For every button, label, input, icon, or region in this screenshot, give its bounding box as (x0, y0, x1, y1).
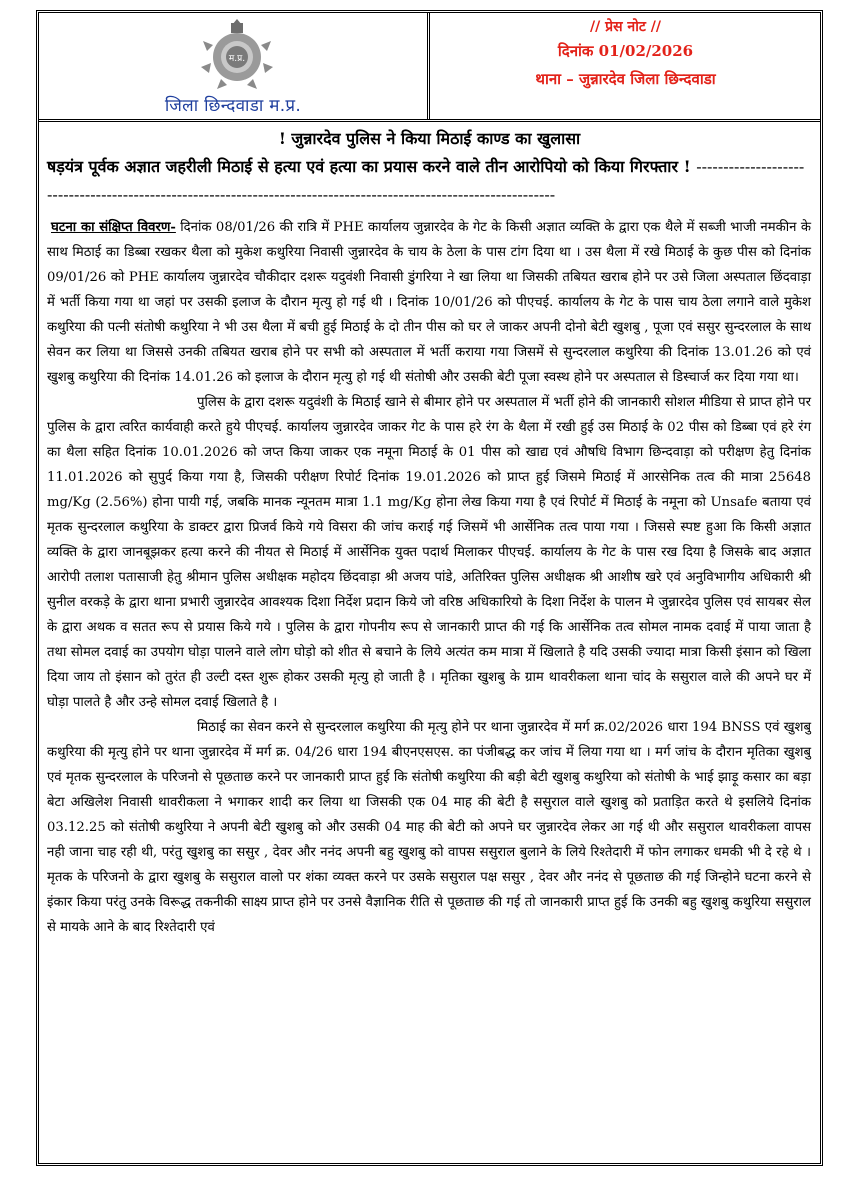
press-note-station: थाना – जुन्नारदेव जिला छिन्दवाडा (535, 70, 716, 88)
press-note-frame (36, 10, 823, 1166)
emblem-text: म.प्र. (228, 54, 246, 64)
headline-primary: ! जुन्नारदेव पुलिस ने किया मिठाई काण्ड का खुलासा (278, 129, 581, 148)
logo-cell (39, 13, 427, 119)
press-note-header (39, 13, 820, 122)
paragraph-3: मिठाई का सेवन करने से सुन्दरलाल कथुरिया की मृत्यु होने पर थाना जुन्नारदेव में मर्ग क्र.02/2026 धारा 194 BNSS एवं खुशबु कथुरिया की मृत्यु होने पर थाना जुन्नारदेव में मर्ग क्र. 04/26 धारा 194 बीएनएसएस. का पंजीबद्ध कर जांच में लिया गया था । मर्ग जांच के दौरान मृतिका खुशबु एवं मृतक सुन्दरलाल के परिजनो से पूछताछ करने पर जानकारी प्राप्त हुई कि संतोषी कथुरिया की बड़ी बेटी खुशबु कथुरिया को संतोषी के भाई झाड़ू कसार का बड़ा बेटा अखिलेश निवासी थावरीकला ने भगाकर शादी कर लिया था जिसकी एक 04 माह की बेटी है ससुराल वाले खुशबु को प्रताड़ित करते थे इसलिये दिनांक 03.12.25 को संतोषी कथुरिया ने अपनी बेटी खुशबु को और उसकी 04 माह की बेटी को अपने घर जुन्नारदेव लेकर आ गई थी और ससुराल थावरीकला वापस नही जाना चाह रही थी, परंतु खुशबु का ससुर , देवर और ननंद अपनी बहु खुशबु को वापस ससुराल बुलाने के लिये रिश्तेदारी में फोन लगाकर धमकी भी दे रहे थे । मृतक के परिजनो के द्वारा खुशबु के ससुराल वालो पर शंका व्यक्त करने पर उसके ससुराल पक्ष ससुर , देवर और ननंद से पूछताछ की गई जिन्होने घटना करने से इंकार किया परंतु उनके विरूद्ध तकनीकी साक्ष्य प्राप्त होने पर उनसे वैज्ञानिक रीति से पूछताछ की गई तो जानकारी प्राप्त हुई कि उनकी बहु खुशबु कथुरिया ससुराल से मायके आने के बाद रिश्तेदारी एवं (47, 720, 811, 935)
press-note-info (431, 13, 820, 119)
press-note-date: दिनांक 01/02/2026 (557, 42, 694, 60)
headline-dashes: ------------------------------------------------------------------------------------------------------------------ (47, 157, 805, 204)
district-label: जिला छिन्दवाडा म.प्र. (164, 96, 302, 116)
header-divider (427, 13, 430, 119)
headline-secondary (47, 153, 807, 209)
paragraph-1 (47, 215, 811, 390)
paragraph-1-text: दिनांक 08/01/26 की रात्रि में PHE कार्यालय जुन्नारदेव के गेट के किसी अज्ञात व्यक्ति के द्वारा एक थैले में सब्जी भाजी नमकीन के साथ मिठाई का डिब्बा रखकर थैला को मुकेश कथुरिया निवासी जुन्नारदेव के चाय के ठेला के पास टांग दिया था । उस थैला में रखे मिठाई के कुछ पीस को दिनांक 09/01/26 को PHE कार्यालय जुन्नारदेव चौकीदार दशरू यदुवंशी निवासी डुंगरिया ने खा लिया था जिसकी तबियत खराब होने पर उसे जिला अस्पताल छिंदवाड़ा में भर्ती किया गया था जहां पर उसकी इलाज के दौरान मृत्यु हो गई थी । दिनांक 10/01/26 को पीएचई. कार्यालय के गेट के पास चाय ठेला लगाने वाले मुकेश कथुरिया की पत्नी संतोषी कथुरिया ने भी उस थैला में बची हुई मिठाई के दो तीन पीस को घर ले जाकर अपनी दोनो बेटी खुशबु , पूजा एवं ससुर सुन्दरलाल के साथ सेवन कर लिया था जिससे उनकी तबियत खराब होने पर सभी को अस्पताल में भर्ती कराया गया जिसमें से सुन्दरलाल कथुरिया की दिनांक 13.01.26 को एवं खुशबु कथुरिया की दिनांक 14.01.26 को इलाज के दौरान मृत्यु हो गई थी संतोषी और उसकी बेटी पूजा स्वस्थ होने पर अस्पताल से डिस्चार्ज कर दिया गया था। (47, 220, 811, 385)
headline-secondary-text: षड़यंत्र पूर्वक अज्ञात जहरीली मिठाई से हत्या एवं हत्या का प्रयास करने वाले तीन आरोपियो को किया गिरफ्तार ! (47, 157, 691, 176)
police-emblem-icon (199, 17, 275, 93)
incident-description (47, 215, 811, 940)
press-note-title: // प्रेस नोट // (590, 19, 661, 35)
paragraph-2: पुलिस के द्वारा दशरू यदुवंशी के मिठाई खाने से बीमार होने पर अस्पताल में भर्ती होने की जानकारी सोशल मीडिया से प्राप्त होने पर पुलिस के द्वारा त्वरित कार्यवाही करते हुये पीएचई. कार्यालय जुन्नारदेव जाकर गेट के पास हरे रंग के थैला में रखी हुई उस मिठाई के 02 पीस को डिब्बा एवं हरे रंग का थैला सहित दिनांक 10.01.2026 को जप्त किया जाकर एक नमूना मिठाई के 01 पीस को खाद्य एवं औषधि विभाग छिन्दवाड़ा को परीक्षण हेतु दिनांक 11.01.2026 को सुपुर्द किया गया है, जिसकी परीक्षण रिपोर्ट दिनांक 19.01.2026 को प्राप्त हुई जिसमे मिठाई में आरसेनिक तत्व की मात्रा 25648 mg/Kg (2.56%) होना पायी गई, जबकि मानक न्यूनतम मात्रा 1.1 mg/Kg होना लेख किया गया है एवं रिपोर्ट में मिठाई के नमूना को Unsafe बताया एवं मृतक सुन्दरलाल कथुरिया के डाक्टर द्वारा प्रिजर्व किये गये विसरा की जांच कराई गई जिसमें भी आर्सेनिक तत्व पाया गया । जिससे स्पष्ट हुआ कि किसी अज्ञात व्यक्ति के द्वारा जानबूझकर हत्या करने की नीयत से मिठाई में आर्सेनिक युक्त पदार्थ मिलाकर पीएचई. कार्यालय के गेट के पास रख दिया है जिसके बाद अज्ञात आरोपी तलाश पतासाजी हेतु श्रीमान पुलिस अधीक्षक महोदय छिंदवाड़ा श्री अजय पांडे, अतिरिक्त पुलिस अधीक्षक श्री आशीष खरे एवं अनुविभागीय अधिकारी श्री सुनील वरकड़े के द्वारा थाना प्रभारी जुन्नारदेव आवश्यक दिशा निर्देश प्रदान किये जो वरिष्ठ अधिकारियो के दिशा निर्देश के पालन मे जुन्नारदेव पुलिस एवं सायबर सेल के द्वारा अथक व सतत रूप से प्रयास किये गये । पुलिस के द्वारा गोपनीय रूप से जानकारी प्राप्त की गई कि आर्सेनिक तत्व सोमल नामक दवाई में पाया जाता है तथा सोमल दवाई का उपयोग घोड़ा पालने वाले लोग घोड़ो को शीत से बचाने के लिये अत्यंत कम मात्रा में खिलाते है यदि उसकी ज्यादा मात्रा किसी इंसान को खिला दिया जाय तो इंसान को तुरंत ही उल्टी दस्त शुरू होकर उसकी मृत्यु हो जाती है । मृतिका खुशबु के ग्राम थावरीकला थाना चांद के ससुराल वाले की अपने घर में घोड़ा पालते है और उन्हे सोमल दवाई खिलाते है । (47, 395, 811, 710)
incident-summary-label: घटना का संक्षिप्त विवरण- (51, 220, 176, 235)
